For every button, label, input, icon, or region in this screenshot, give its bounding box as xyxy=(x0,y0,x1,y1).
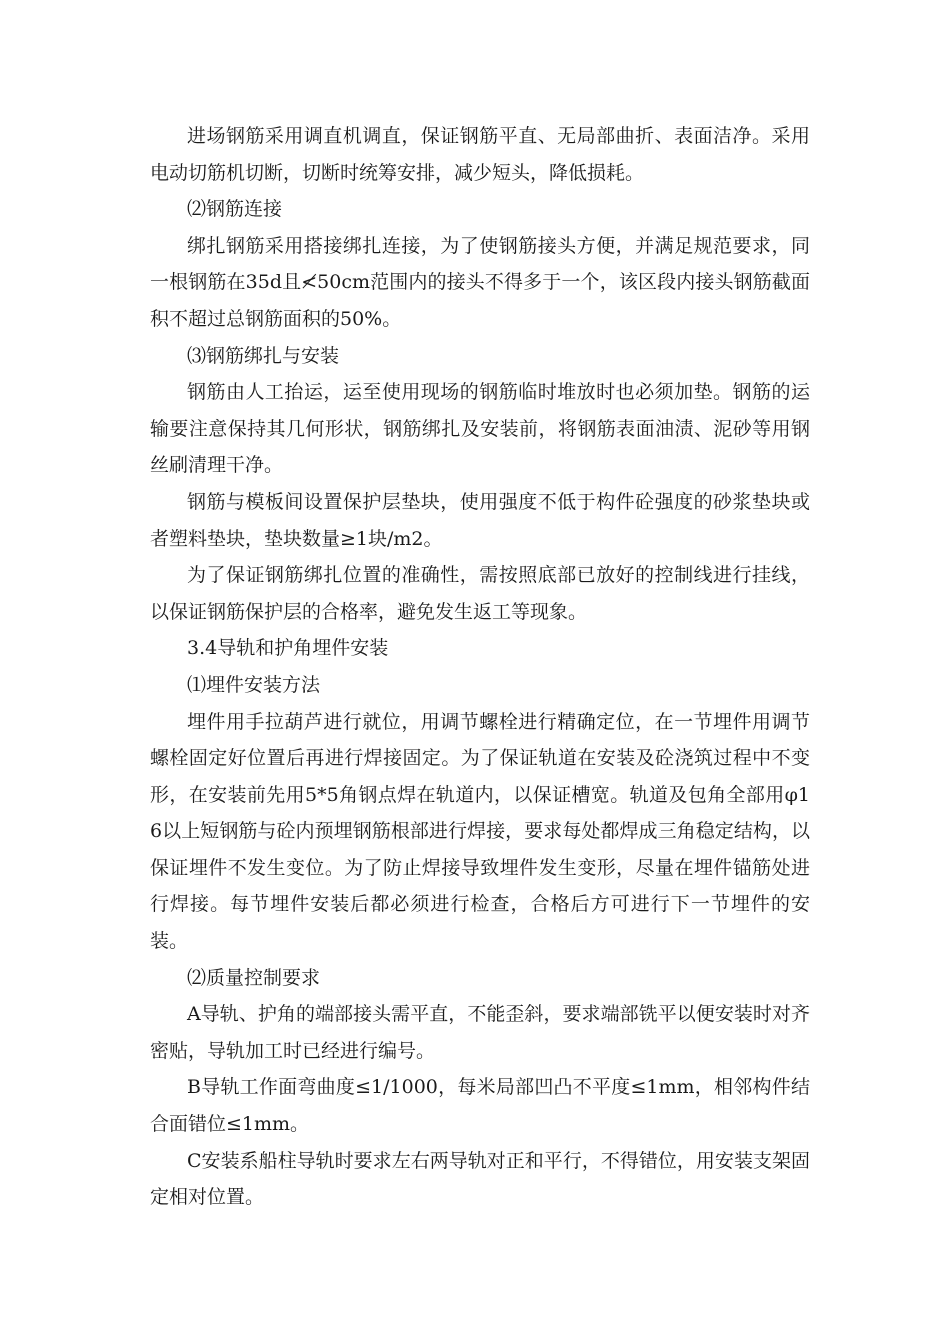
heading-quality-control: ⑵质量控制要求 xyxy=(187,966,321,989)
paragraph-requirement-c: C安装系船柱导轨时要求左右两导轨对正和平行，不得错位，用安装支架固定相对位置。 xyxy=(150,1149,810,1209)
paragraph-position-accuracy: 为了保证钢筋绑扎位置的准确性，需按照底部已放好的控制线进行挂线，以保证钢筋保护层的合格率，避免发生返工等现象。 xyxy=(150,564,810,623)
heading-section-3-4: 3.4导轨和护角埋件安装 xyxy=(187,637,389,660)
document-body xyxy=(150,118,810,1216)
paragraph-embedment-installation: 埋件用手拉葫芦进行就位，用调节螺栓进行精确定位，在一节埋件用调节螺栓固定好位置后再进行焊接固定。为了保证轨道在安装及砼浇筑过程中不变形，在安装前先用5*5角钢点焊在轨道内，以保证槽宽。轨道及包角全部用φ16以上短钢筋与砼内预埋钢筋根部进行焊接，要求每处都焊成三角稳定结构，以保证埋件不发生变位。为了防止焊接导致埋件发生变形，尽量在埋件锚筋处进行焊接。每节埋件安装后都必须进行检查，合格后方可进行下一节埋件的安装。 xyxy=(150,710,810,953)
heading-rebar-tying-installation: ⑶钢筋绑扎与安装 xyxy=(187,344,340,367)
paragraph-requirement-b: B导轨工作面弯曲度≤1/1000，每米局部凹凸不平度≤1mm，相邻构件结合面错位≤1mm。 xyxy=(150,1076,810,1136)
paragraph-lap-splice: 绑扎钢筋采用搭接绑扎连接，为了使钢筋接头方便，并满足规范要求，同一根钢筋在35d且≮50cm范围内的接头不得多于一个，该区段内接头钢筋截面积不超过总钢筋面积的50%。 xyxy=(150,234,810,330)
heading-embedment-method: ⑴埋件安装方法 xyxy=(187,673,321,696)
paragraph-requirement-a: A导轨、护角的端部接头需平直，不能歪斜，要求端部铣平以便安装时对齐密贴，导轨加工时已经进行编号。 xyxy=(150,1003,810,1062)
paragraph-cover-blocks: 钢筋与模板间设置保护层垫块，使用强度不低于构件砼强度的砂浆垫块或者塑料垫块，垫块数量≥1块/m2。 xyxy=(150,490,810,550)
heading-rebar-connection: ⑵钢筋连接 xyxy=(187,198,283,221)
paragraph-rebar-straightening: 进场钢筋采用调直机调直，保证钢筋平直、无局部曲折、表面洁净。采用电动切筋机切断，切断时统筹安排，减少短头，降低损耗。 xyxy=(150,125,810,184)
paragraph-rebar-transport: 钢筋由人工抬运，运至使用现场的钢筋临时堆放时也必须加垫。钢筋的运输要注意保持其几何形状，钢筋绑扎及安装前，将钢筋表面油渍、泥砂等用钢丝刷清理干净。 xyxy=(150,381,810,477)
